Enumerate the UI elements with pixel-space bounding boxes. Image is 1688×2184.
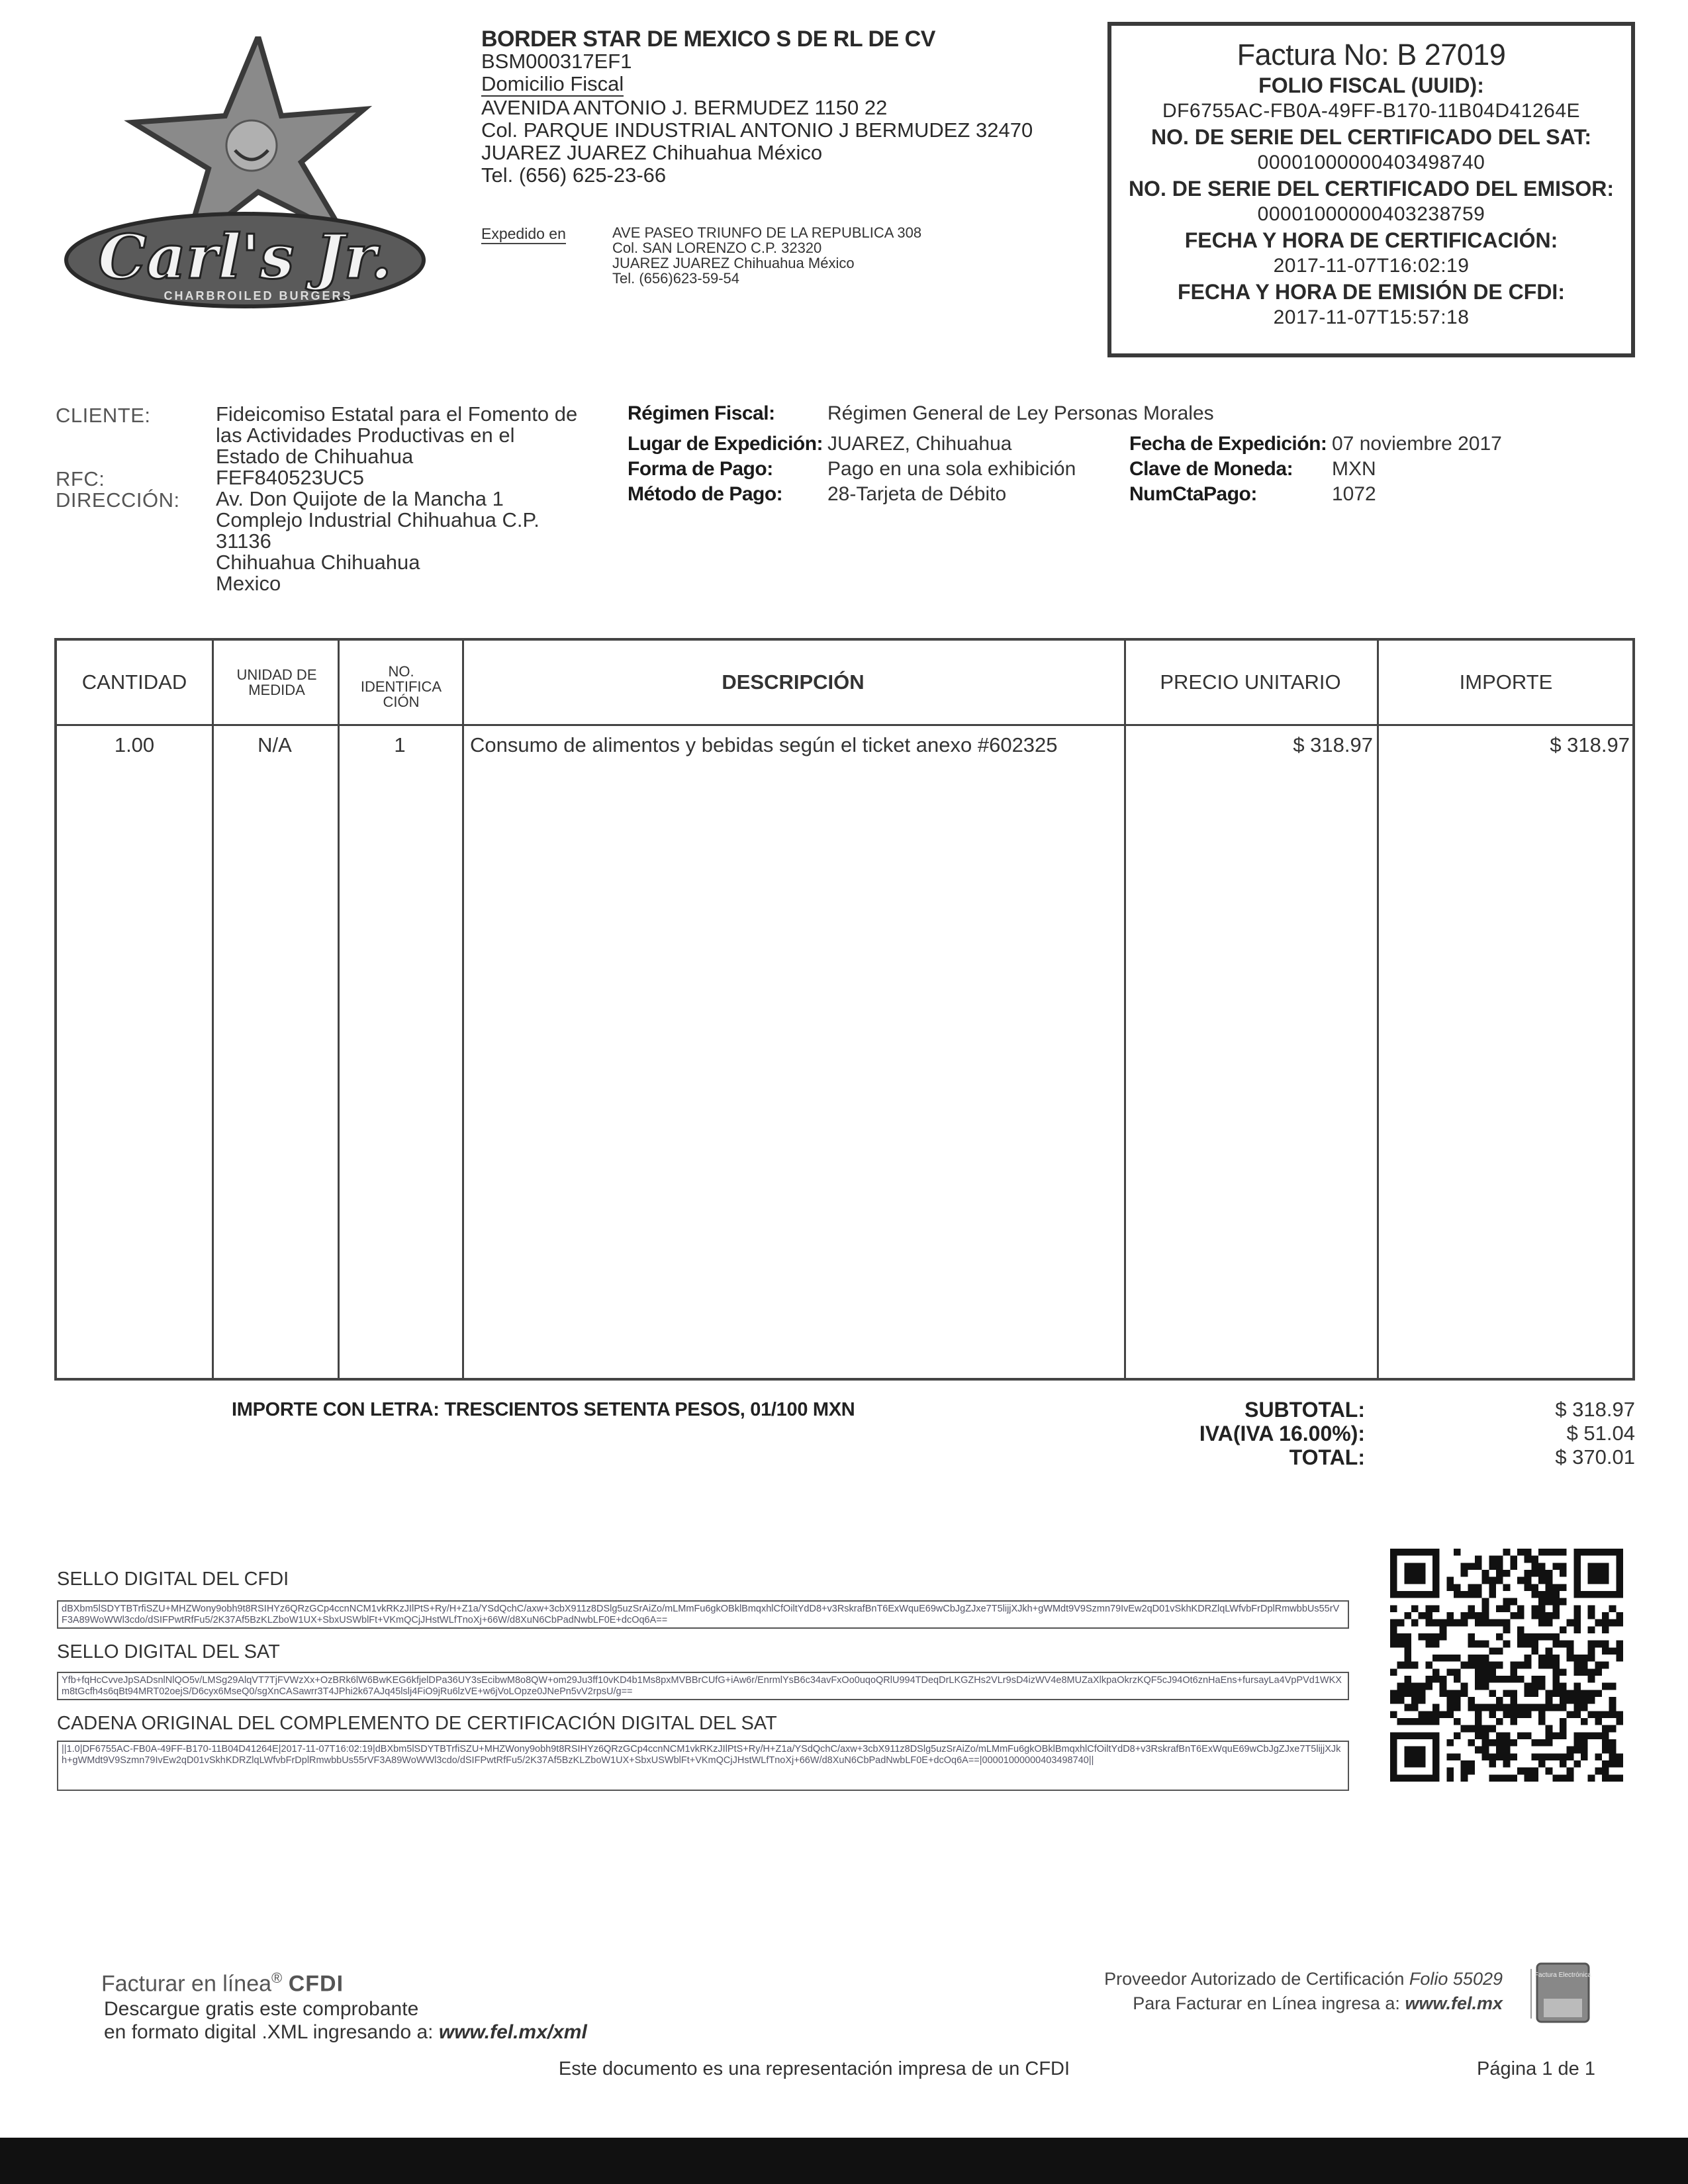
cell-precio: $ 318.97 <box>1293 733 1373 756</box>
th-no-identificacion: NO. IDENTIFICA CIÓN <box>360 662 442 710</box>
footer-line-2: en formato digital .XML ingresando a: <box>104 2021 434 2043</box>
cell-descripcion: Consumo de alimentos y bebidas según el ticket anexo #602325 <box>470 733 1058 756</box>
fecha-emision-label: FECHA Y HORA DE EMISIÓN DE CFDI: <box>1178 280 1565 304</box>
footer-line-1: Descargue gratis este comprobante <box>104 1998 419 2020</box>
emitter-address-3: JUAREZ JUAREZ Chihuahua México <box>481 141 823 164</box>
total-value: $ 370.01 <box>1555 1445 1635 1469</box>
cadena-original-value: ||1.0|DF6755AC-FB0A-49FF-B170-11B04D41264E|2017-11-07T16:02:19|dBXbm5lSDYTBTrfiSZU+MHZWony9obh9t8RSIHYz6QRzGCp4ccnNCM1vkRKzJIlPtS+Ry/H+Z1a/YSdQchC/axw+3cbX911z8DSlg5uzSrAiZo/mLMmFu6gkOBklBmqxhlCfOiltYdD8+v3RskrafBnT6ExWquE69wCbJgZJxe7T5lijjXJkh+gWMdt9V9Szmn79IvEw2qD01vSkhKDRZlqLWfvbFrDplRmwbbUs55rVF3A89WoWWl3cdo/dSIFPwtRfFu5/2K37Af5BzKLZboW1UX+SbxUSWblFt+VKmQCjJHstWLfTnoXj+66W/d8XuN6CbPadNwbLF0E+dcOq6A==|00001000000403498740|| <box>57 1741 1349 1791</box>
forma-label: Forma de Pago: <box>628 458 773 480</box>
lugar-label: Lugar de Expedición: <box>628 433 823 455</box>
th-precio: PRECIO UNITARIO <box>1160 670 1341 694</box>
logo-wordmark: Carl's Jr. <box>98 221 392 293</box>
serie-sat-value: 00001000000403498740 <box>1257 152 1485 173</box>
cliente-details <box>216 404 593 594</box>
subtotal-value: $ 318.97 <box>1555 1398 1635 1421</box>
serie-sat-label: NO. DE SERIE DEL CERTIFICADO DEL SAT: <box>1151 125 1591 149</box>
cliente-name-3: Estado de Chihuahua <box>216 445 414 468</box>
iva-value: $ 51.04 <box>1566 1422 1635 1445</box>
svg-text:Factura Electrónica: Factura Electrónica <box>1534 1972 1592 1979</box>
fel-link[interactable]: www.fel.mx <box>1405 1993 1503 2013</box>
cta-value: 1072 <box>1332 483 1376 505</box>
footer-facturar-title: Facturar en línea® CFDI <box>101 1970 344 1997</box>
emitter-address-1: AVENIDA ANTONIO J. BERMUDEZ 1150 22 <box>481 96 888 119</box>
regimen-label: Régimen Fiscal: <box>628 402 775 424</box>
footer-cfdi: CFDI <box>288 1971 344 1997</box>
cliente-dir-5: Mexico <box>216 572 281 595</box>
cliente-dir-4: Chihuahua Chihuahua <box>216 551 420 574</box>
serie-emisor-value: 00001000000403238759 <box>1257 203 1485 225</box>
cell-cantidad: 1.00 <box>114 733 155 756</box>
expedido-line-2: Col. SAN LORENZO C.P. 32320 <box>612 240 822 256</box>
sello-cfdi-label: SELLO DIGITAL DEL CFDI <box>57 1569 289 1590</box>
cell-no-identificacion: 1 <box>394 733 406 756</box>
fecha-exp-value: 07 noviembre 2017 <box>1332 433 1502 455</box>
sello-sat-value: Yfb+fqHcCvveJpSADsnlNlQO5v/LMSg29AlqVT7TjFVWzXx+OzBRk6lW6BwKEG6kfjelDPa36UY3sEcibwM8o8QW+om29Ju3ff10vKD4b1Ms8pxMVBBrCUfG+iAw6r/EnrmlYsB6c34avFxOo0uqoQRlU994TDeqDrLKGZHs2VLr9sD4izWV4e8MUZaXlkpaOkrzKQF5cJ94Ot6znHaEns+fursayLa4VpPVd1WKXm8tGcfh4s6qBt94MRT02oejS/D6cyx6MseQ0/sgXnCASawrr3T4JPhi2k67AJq45lslj4FiO9jRu6lzVE+w6jVoLOpze0JNePn5vV2rpsU/g== <box>57 1672 1349 1700</box>
cliente-name-1: Fideicomiso Estatal para el Fomento de <box>216 402 578 426</box>
serie-emisor-label: NO. DE SERIE DEL CERTIFICADO DEL EMISOR: <box>1128 177 1615 201</box>
page-number: Página 1 de 1 <box>1477 2058 1595 2079</box>
fecha-cert-label: FECHA Y HORA DE CERTIFICACIÓN: <box>1184 228 1558 252</box>
factura-number: Factura No: B 27019 <box>1237 38 1506 71</box>
qr-code <box>1390 1549 1623 1782</box>
proveedor-text: Proveedor Autorizado de Certificación <box>1104 1969 1405 1989</box>
lugar-value: JUAREZ, Chihuahua <box>827 433 1012 455</box>
emitter-address-2: Col. PARQUE INDUSTRIAL ANTONIO J BERMUDEZ 32470 <box>481 118 1033 142</box>
expedido-line-4: Tel. (656)623-59-54 <box>612 270 740 287</box>
moneda-value: MXN <box>1332 458 1376 480</box>
th-descripcion: DESCRIPCIÓN <box>722 670 865 694</box>
folio-fiscal-value: DF6755AC-FB0A-49FF-B170-11B04D41264E <box>1162 100 1581 122</box>
cadena-original-label: CADENA ORIGINAL DEL COMPLEMENTO DE CERTIFICACIÓN DIGITAL DEL SAT <box>57 1713 777 1734</box>
cliente-rfc: FEF840523UC5 <box>216 466 365 489</box>
proveedor-folio: Folio 55029 <box>1409 1969 1503 1989</box>
fecha-exp-label: Fecha de Expedición: <box>1129 433 1327 455</box>
cta-label: NumCtaPago: <box>1129 483 1257 505</box>
footer-download-text <box>104 1997 587 2044</box>
footer-xml-link[interactable]: www.fel.mx/xml <box>438 2021 587 2043</box>
cell-unidad: N/A <box>258 733 292 756</box>
factura-box <box>1107 22 1635 357</box>
letra-label: IMPORTE CON LETRA: <box>232 1399 440 1420</box>
factura-electronica-badge-icon <box>1529 1962 1592 2025</box>
cliente-dir-2: Complejo Industrial Chihuahua C.P. <box>216 508 539 531</box>
cliente-name-2: las Actividades Productivas en el <box>216 424 515 447</box>
facturar-online-text: Para Facturar en Línea ingresa a: <box>1133 1993 1400 2013</box>
forma-value: Pago en una sola exhibición <box>827 458 1076 480</box>
regimen-value: Régimen General de Ley Personas Morales <box>827 402 1214 424</box>
total-label: TOTAL: <box>1289 1445 1365 1469</box>
sello-cfdi-value: dBXbm5lSDYTBTrfiSZU+MHZWony9obh9t8RSIHYz6QRzGCp4ccnNCM1vkRKzJIlPtS+Ry/H+Z1a/YSdQchC/axw+3cbX911z8DSlg5uzSrAiZo/mLMmFu6gkOBklBmqxhlCfOiltYdD8+v3RskrafBnT6ExWquE69wCbJgZJxe7T5lijjXJkh+gWMdt9V9Szmn79IvEw2qD01vSkhKDRZlqLWfvbFrDplRmwbbUs55rVF3A89WoWWl3cdo/dSIFPwtRfFu5/2K37Af5BzKLZboW1UX+SbxUSWblFt+VKmQCjJHstWLfTnoXj+66W/d8XuN6CbPadNwbLF0E+dcOq6A== <box>57 1600 1349 1629</box>
folio-fiscal-label: FOLIO FISCAL (UUID): <box>1258 73 1484 97</box>
letra-value: TRESCIENTOS SETENTA PESOS, 01/100 MXN <box>444 1399 855 1420</box>
domicilio-label: Domicilio Fiscal <box>481 72 624 95</box>
logo-tagline: CHARBROILED BURGERS <box>164 289 353 302</box>
footer-facturar-online <box>1033 1993 1503 2014</box>
th-cantidad: CANTIDAD <box>81 670 187 694</box>
expedido-line-3: JUAREZ JUAREZ Chihuahua México <box>612 255 855 271</box>
emitter-phone: Tel. (656) 625-23-66 <box>481 163 667 187</box>
emitter-info <box>481 28 1090 187</box>
cliente-dir-1: Av. Don Quijote de la Mancha 1 <box>216 487 504 510</box>
expedido-address <box>612 225 921 286</box>
footer-facturar-text: Facturar en línea <box>101 1971 272 1997</box>
concepts-table <box>54 638 1635 1381</box>
importe-con-letra <box>232 1399 855 1421</box>
metodo-label: Método de Pago: <box>628 483 783 505</box>
sello-sat-label: SELLO DIGITAL DEL SAT <box>57 1641 280 1662</box>
th-importe: IMPORTE <box>1459 670 1553 694</box>
emitter-name: BORDER STAR DE MEXICO S DE RL DE CV <box>481 26 935 52</box>
metodo-value: 28-Tarjeta de Débito <box>827 483 1007 505</box>
cliente-dir-3: 31136 <box>216 529 271 553</box>
cell-importe: $ 318.97 <box>1550 733 1630 756</box>
scan-bottom-edge <box>0 2138 1688 2184</box>
carls-jr-logo <box>60 36 430 321</box>
subtotal-label: SUBTOTAL: <box>1244 1398 1365 1422</box>
footer-representacion: Este documento es una representación impresa de un CFDI <box>558 2058 1070 2079</box>
fecha-cert-value: 2017-11-07T16:02:19 <box>1273 255 1470 277</box>
emitter-rfc: BSM000317EF1 <box>481 50 632 73</box>
footer-proveedor <box>1033 1969 1503 1989</box>
fecha-emision-value: 2017-11-07T15:57:18 <box>1273 306 1470 328</box>
rfc-label: RFC: <box>56 467 105 490</box>
cliente-label: CLIENTE: <box>56 404 151 427</box>
iva-label: IVA(IVA 16.00%): <box>1199 1422 1365 1445</box>
th-unidad: UNIDAD DE MEDIDA <box>236 666 317 698</box>
moneda-label: Clave de Moneda: <box>1129 458 1293 480</box>
direccion-label: DIRECCIÓN: <box>56 488 180 512</box>
expedido-line-1: AVE PASEO TRIUNFO DE LA REPUBLICA 308 <box>612 224 922 241</box>
expedido-label: Expedido en <box>481 225 566 244</box>
